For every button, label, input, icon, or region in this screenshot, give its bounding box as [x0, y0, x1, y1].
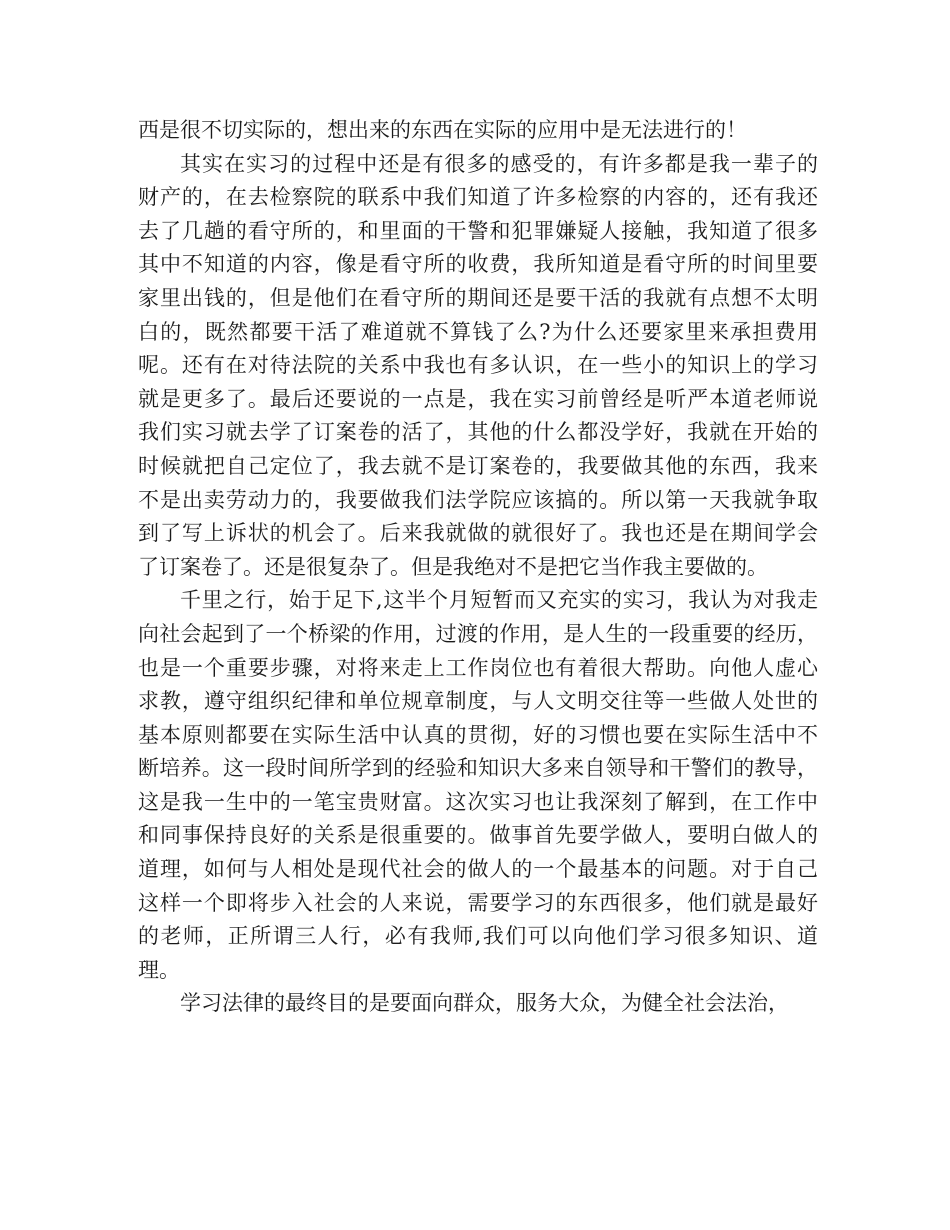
- text-line: 白的，既然都要干活了难道就不算钱了么?为什么还要家里来承担费用: [138, 319, 818, 344]
- text-line: 向社会起到了一个桥梁的作用，过渡的作用，是人生的一段重要的经历，: [138, 621, 818, 646]
- text-line: 基本原则都要在实际生活中认真的贯彻，好的习惯也要在实际生活中不: [138, 722, 818, 747]
- paragraph: [138, 584, 818, 987]
- text-line: 家里出钱的，但是他们在看守所的期间还是要干活的我就有点想不太明: [138, 285, 818, 310]
- paragraph: [138, 114, 818, 148]
- text-line: 了订案卷了。还是很复杂了。但是我绝对不是把它当作我主要做的。: [138, 554, 768, 579]
- document-body: [138, 114, 818, 1021]
- text-line: 西是很不切实际的，想出来的东西在实际的应用中是无法进行的！: [138, 118, 747, 142]
- text-line: 这是我一生中的一笔宝贵财富。这次实习也让我深刻了解到，在工作中: [138, 789, 818, 814]
- text-line: 去了几趟的看守所的，和里面的干警和犯罪嫌疑人接触，我知道了很多: [138, 218, 818, 243]
- paragraph: [138, 148, 818, 585]
- text-line: 求教，遵守组织纪律和单位规章制度，与人文明交往等一些做人处世的: [138, 689, 818, 714]
- text-line: 到了写上诉状的机会了。后来我就做的就很好了。我也还是在期间学会: [138, 521, 818, 546]
- text-line: 学习法律的最终目的是要面向群众，服务大众，为健全社会法治，: [180, 991, 789, 1016]
- text-line: 道理，如何与人相处是现代社会的做人的一个最基本的问题。对于自己: [138, 857, 818, 882]
- text-line: 就是更多了。最后还要说的一点是，我在实习前曾经是听严本道老师说: [138, 386, 818, 411]
- text-line: 不是出卖劳动力的，我要做我们法学院应该搞的。所以第一天我就争取: [138, 487, 818, 512]
- text-line: 千里之行，始于足下,这半个月短暂而又充实的实习，我认为对我走: [180, 588, 818, 613]
- text-line: 其实在实习的过程中还是有很多的感受的，有许多都是我一辈子的: [180, 151, 818, 176]
- text-line: 断培养。这一段时间所学到的经验和知识大多来自领导和干警们的教导，: [138, 756, 818, 781]
- text-line: 我们实习就去学了订案卷的活了，其他的什么都没学好，我就在开始的: [138, 420, 818, 445]
- text-line: 呢。还有在对待法院的关系中我也有多认识，在一些小的知识上的学习: [138, 353, 818, 378]
- text-line: 时候就把自己定位了，我去就不是订案卷的，我要做其他的东西，我来: [138, 453, 818, 478]
- text-line: 也是一个重要步骤，对将来走上工作岗位也有着很大帮助。向他人虚心: [138, 655, 818, 680]
- text-line: 其中不知道的内容，像是看守所的收费，我所知道是看守所的时间里要: [138, 252, 818, 277]
- text-line: 财产的，在去检察院的联系中我们知道了许多检察的内容的，还有我还: [138, 185, 818, 210]
- text-line: 的老师，正所谓三人行，必有我师,我们可以向他们学习很多知识、道: [138, 924, 818, 949]
- text-line: 这样一个即将步入社会的人来说，需要学习的东西很多，他们就是最好: [138, 890, 818, 915]
- text-line: 和同事保持良好的关系是很重要的。做事首先要学做人，要明白做人的: [138, 823, 818, 848]
- text-line: 理。: [138, 957, 180, 982]
- paragraph: [138, 987, 818, 1021]
